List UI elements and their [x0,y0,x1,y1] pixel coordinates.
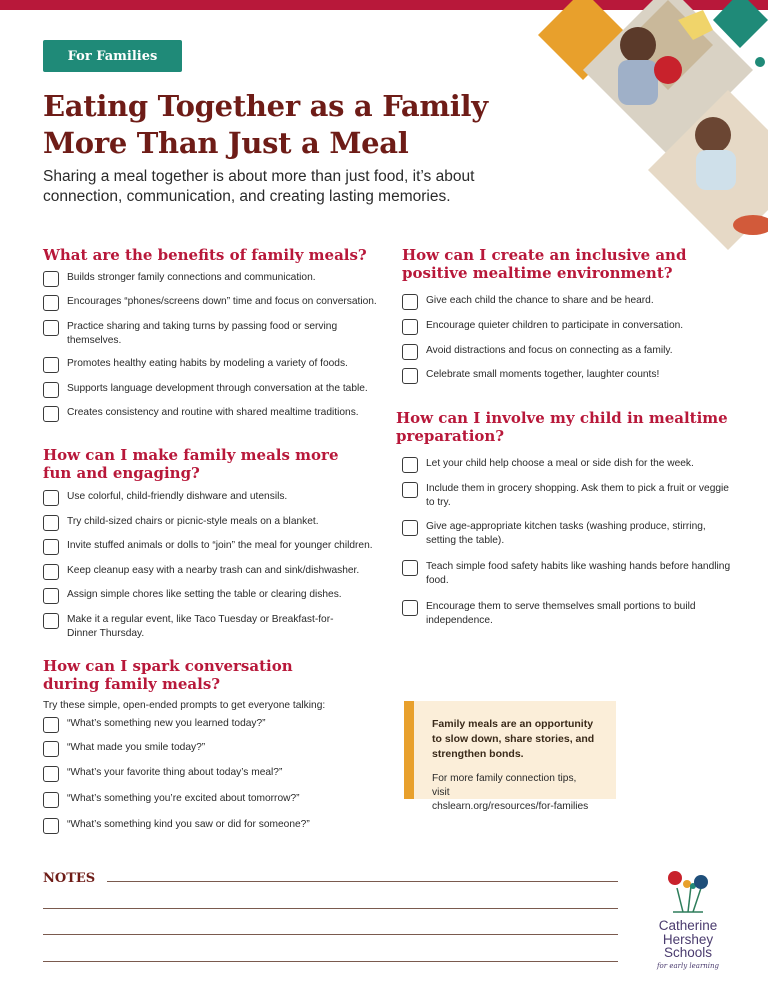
checkbox[interactable] [402,294,418,310]
checkbox[interactable] [43,515,59,531]
notes-line[interactable] [107,881,618,882]
checkbox[interactable] [402,482,418,498]
notes-label: NOTES [43,871,96,886]
logo-tagline: for early learning [656,961,720,970]
checklist-item: “What’s your favorite thing about today’s meal?” [43,766,383,782]
intro-text: Sharing a meal together is about more than just food, it’s about connection, communication, and creating lasting memories. [43,168,475,205]
checklist-item: Invite stuffed animals or dolls to “join” the meal for younger children. [43,539,388,555]
logo-line-2: Hershey [662,931,714,947]
checklist-item: Try child-sized chairs or picnic-style meals on a blanket. [43,515,383,531]
checkbox[interactable] [43,741,59,757]
checkbox[interactable] [43,539,59,555]
checklist-item: “What’s something kind you saw or did for someone?” [43,818,383,834]
checkbox[interactable] [43,357,59,373]
checklist-item: Keep cleanup easy with a nearby trash can and sink/dishwasher. [43,564,383,580]
checklist-item: Creates consistency and routine with shared mealtime traditions. [43,406,388,422]
title-line-1: Eating Together as a Family [43,89,488,123]
logo-line-3: Schools [663,945,713,960]
notes-line[interactable] [43,934,618,935]
checkbox[interactable] [43,271,59,287]
checklist-item: Encourages “phones/screens down” time and focus on conversation. [43,295,383,311]
checklist-item: “What’s something new you learned today?” [43,717,383,733]
checklist-item: Make it a regular event, like Taco Tuesday or Breakfast-for-Dinner Thursday. [43,613,363,641]
checklist-item: Give age-appropriate kitchen tasks (washing produce, stirring, setting the table). [402,520,712,548]
school-logo [648,868,728,970]
checklist-item: Let your child help choose a meal or side dish for the week. [402,457,732,473]
checkbox[interactable] [43,717,59,733]
checklist-item: Supports language development through conversation at the table. [43,382,383,398]
checklist-item: Practice sharing and taking turns by passing food or serving themselves. [43,320,343,348]
checklist-item: Teach simple food safety habits like washing hands before handling food. [402,560,732,588]
notes-line[interactable] [43,908,618,909]
callout-link-text: For more family connection tips, visit chslearn.org/resources/for-families [432,772,596,814]
callout-bold-text: Family meals are an opportunity to slow down, share stories, and strengthen bonds. [432,718,595,760]
resource-link[interactable]: chslearn.org/resources/for-families [432,801,589,812]
checkbox[interactable] [43,766,59,782]
checklist-item: Promotes healthy eating habits by modeling a variety of foods. [43,357,383,373]
checklist-item: Encourage them to serve themselves small portions to build independence. [402,600,702,628]
benefits-heading: What are the benefits of family meals? [43,246,367,264]
checklist-item: “What made you smile today?” [43,741,383,757]
checkbox[interactable] [43,613,59,629]
checklist-item: “What’s something you’re excited about tomorrow?” [43,792,383,808]
checklist-item: Builds stronger family connections and communication. [43,271,383,287]
checkbox[interactable] [43,588,59,604]
checkbox[interactable] [43,382,59,398]
checklist-item: Encourage quieter children to participate in conversation. [402,319,732,335]
fun-heading: How can I make family meals more fun and engaging? [43,446,339,482]
checkbox[interactable] [402,344,418,360]
involve-heading: How can I involve my child in mealtime preparation? [396,409,728,445]
checklist-item: Avoid distractions and focus on connecting as a family. [402,344,732,360]
checkbox[interactable] [43,564,59,580]
photo-collage [528,0,768,260]
notes-line[interactable] [43,961,618,962]
children-eating-photo [528,0,768,260]
checkbox[interactable] [43,406,59,422]
inclusive-heading: How can I create an inclusive and positive mealtime environment? [402,246,687,282]
flower-logo-icon [663,868,713,916]
checkbox[interactable] [402,457,418,473]
checkbox[interactable] [43,818,59,834]
checklist-item: Celebrate small moments together, laughter counts! [402,368,732,384]
checklist-item: Use colorful, child-friendly dishware and utensils. [43,490,383,506]
checklist-item: Assign simple chores like setting the table or clearing dishes. [43,588,383,604]
checkbox[interactable] [402,560,418,576]
logo-line-1: Catherine [658,918,718,933]
conversation-heading: How can I spark conversation during family meals? [43,657,293,693]
checkbox[interactable] [43,792,59,808]
checkbox[interactable] [402,600,418,616]
checkbox[interactable] [402,520,418,536]
conversation-lead: Try these simple, open-ended prompts to get everyone talking: [43,700,326,711]
checklist-item: Include them in grocery shopping. Ask them to pick a fruit or veggie to try. [402,482,732,510]
checkbox[interactable] [402,319,418,335]
checkbox[interactable] [43,490,59,506]
for-families-badge: For Families [43,40,182,72]
checkbox[interactable] [43,295,59,311]
checkbox[interactable] [402,368,418,384]
callout-box [404,701,616,812]
title-line-2: More Than Just a Meal [43,126,409,160]
page-title [43,88,488,162]
checklist-item: Give each child the chance to share and be heard. [402,294,732,310]
checkbox[interactable] [43,320,59,336]
